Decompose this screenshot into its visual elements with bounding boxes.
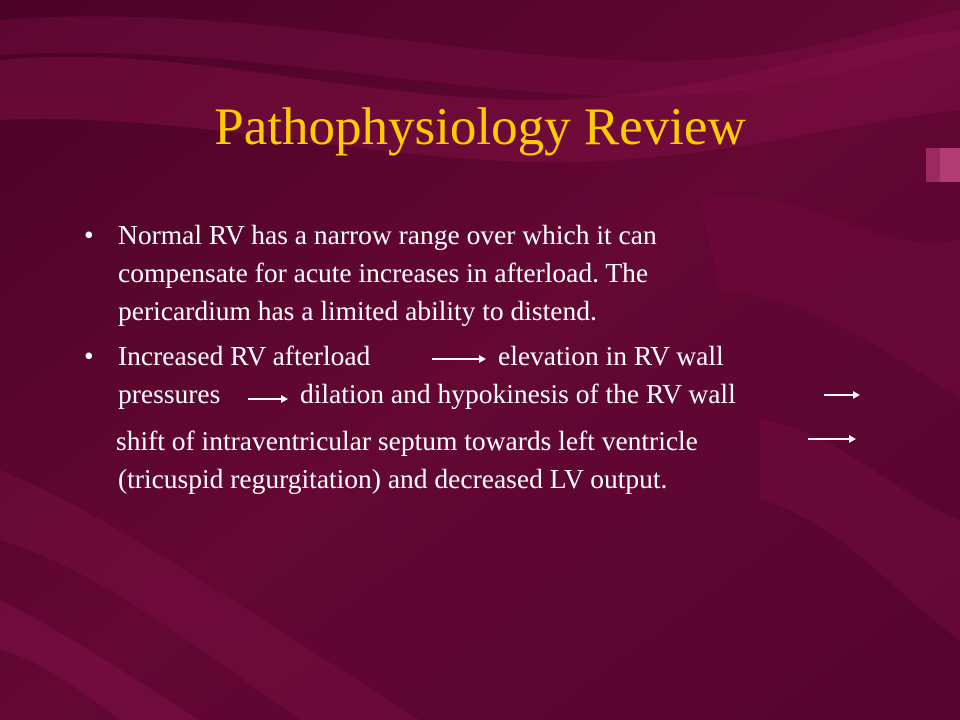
- bullet2-line2b: dilation and hypokinesis of the RV wall: [300, 378, 736, 409]
- slide-title: Pathophysiology Review: [214, 98, 746, 156]
- continuation-line2: (tricuspid regurgitation) and decreased LV output.: [118, 463, 668, 494]
- bullet1-line1: Normal RV has a narrow range over which it can: [118, 219, 657, 250]
- arrow-icon: [432, 358, 484, 360]
- bullet2-line1a: Increased RV afterload: [118, 340, 371, 371]
- continuation-line1: shift of intraventricular septum towards left ventricle: [116, 425, 698, 456]
- bullet-marker: •: [84, 219, 94, 250]
- bullet2-line2a: pressures: [118, 378, 221, 409]
- bullet1-line2: compensate for acute increases in afterload. The: [118, 257, 649, 288]
- arrow-icon: [824, 394, 858, 396]
- bullet2-line1b: elevation in RV wall: [498, 340, 724, 371]
- bullet-marker: •: [84, 340, 94, 371]
- arrow-icon: [248, 398, 286, 400]
- bullet1-line3: pericardium has a limited ability to distend.: [118, 295, 597, 326]
- arrow-icon: [808, 438, 854, 440]
